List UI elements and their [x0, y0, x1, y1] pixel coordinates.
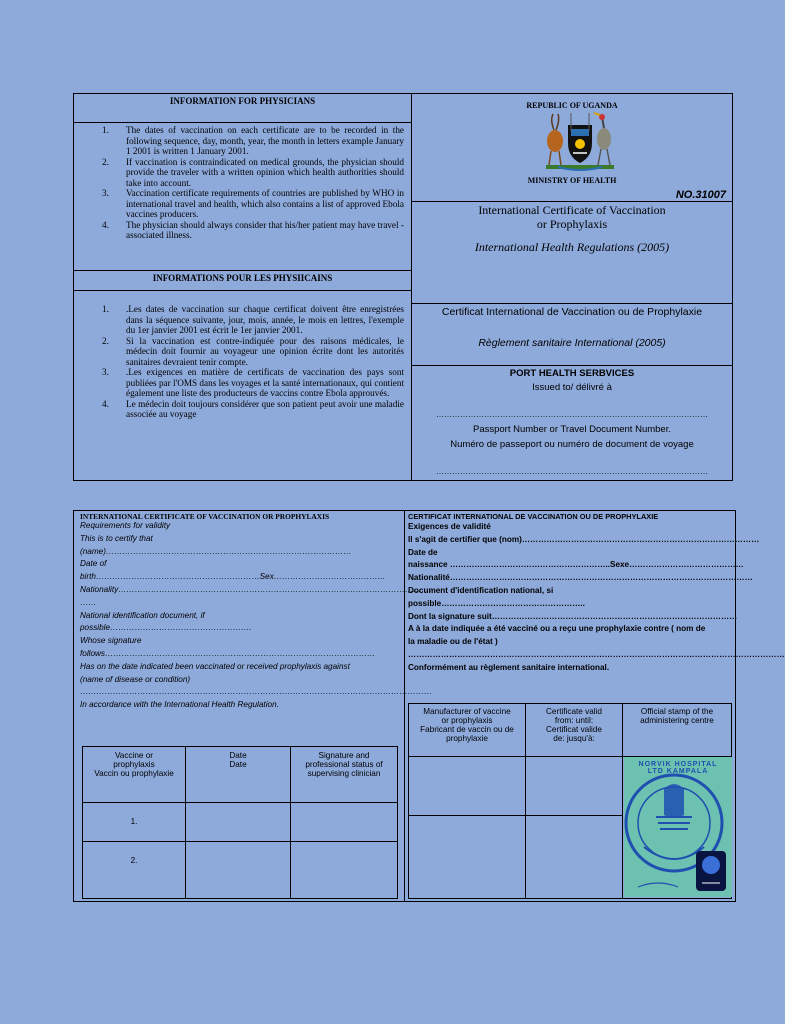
title-fr: Certificat International de Vaccination ou de Prophylaxie [441, 306, 703, 318]
table-header-stamp: Official stamp of the administering centre [622, 703, 732, 757]
table-cell [525, 815, 623, 899]
physicians-en-heading: INFORMATION FOR PHYSICIANS [169, 96, 316, 106]
list-item: 4. Le médecin doit toujours considérer que son patient peut avoir une maladie associée au voyage [102, 398, 404, 419]
form-line: Has on the date indicated been vaccinated or received prophylaxis against [80, 661, 350, 671]
list-item: 3. .Les exigences en matière de certificats de vaccination des pays sont publiées par l'OMS dans les voyages et la santé internationaux, qui contient également une liste des producteurs de vaccins contre Ebola approuvés. [102, 367, 404, 398]
list-item: 1. The dates of vaccination on each certificate are to be recorded in the following sequence, day, month, year, the month in letters example January 1 2001 is written 1 January 2001. [102, 125, 404, 156]
passport-fr-label: Numéro de passeport ou numéro de document de voyage [450, 439, 694, 450]
regs-fr: Règlement sanitaire International (2005) [478, 337, 666, 349]
form-line: ………………………………………………………………………………………………………………………… [408, 649, 785, 659]
service-label: PORT HEALTH SERBVICES [509, 368, 635, 379]
form-line: Date of [80, 559, 107, 569]
form-line: possible……………………………………………. [80, 623, 252, 633]
table-header-manufacturer: Manufacturer of vaccine or prophylaxis Fabricant de vaccin ou de prophylaxie [408, 703, 526, 757]
form-line: naissance …………………………………………………..Sexe…………………………………… [408, 560, 744, 570]
list-item: 2. Si la vaccination est contre-indiquée pour des raisons médicales, le médecin doit fournir au voyageur une opinion écrite dont les autorités sanitaires devraient tenir compte. [102, 335, 404, 367]
form-line: This is to certify that [80, 533, 153, 543]
official-stamp-icon [624, 757, 732, 897]
table-cell [185, 802, 291, 842]
table-cell [408, 815, 526, 899]
table-header-date: Date Date [185, 746, 291, 803]
title-en-line2: or Prophylaxis [536, 217, 608, 231]
passport-dots-line: ………………………………………………………………………………………… [436, 467, 708, 476]
divider [74, 290, 411, 291]
form-line: Conformément au règlement sanitaire international. [408, 662, 610, 672]
republic-label: REPUBLIC OF UGANDA [526, 101, 618, 110]
form-line: Date de [408, 547, 438, 557]
divider [412, 201, 732, 202]
table-cell [290, 802, 398, 842]
table-row: 2. [82, 841, 186, 899]
passport-en-label: Passport Number or Travel Document Number. [473, 424, 671, 435]
name-dots-line: ………………………………………………………………………………………… [436, 410, 708, 419]
form-line: Il s'agit de certifier que (nom)…………………………………………………………………………… [408, 534, 760, 544]
certificate-cover-panel [411, 93, 733, 481]
form-line: …… [80, 597, 97, 607]
form-line: possible…………………………………………….. [408, 598, 585, 608]
english-form-title: INTERNATIONAL CERTIFICATE OF VACCINATION OR PROPHYLAXIS [80, 512, 330, 521]
form-line: Exigences de validité [408, 522, 491, 531]
coat-of-arms-icon [540, 111, 620, 173]
form-line: Requirements for validity [80, 521, 171, 530]
divider [412, 365, 732, 366]
list-item: 3. Vaccination certificate requirements of countries are published by WHO in international travel and health, which also contains a list of approved Ebola vaccines producers. [102, 188, 404, 219]
table-cell [525, 756, 623, 816]
physicians-info-panel [73, 93, 412, 481]
table-header-signature: Signature and professional status of supervising clinician [290, 746, 398, 803]
stamp-text: NORVIK HOSPITAL LTD KAMPALA [638, 761, 718, 775]
physicians-fr-list [74, 304, 404, 420]
regs-en: International Health Regulations (2005) [474, 240, 670, 254]
form-line: Whose signature [80, 636, 142, 646]
table-cell [290, 841, 398, 899]
list-item: 1. .Les dates de vaccination sur chaque certificat doivent être enregistrées dans la séquence suivante, jour, mois, année, le mois en lettres, l'exemple du 1er janvier 2001 est écrit le 1er janvier 2001. [102, 304, 404, 335]
form-line: (name)……………………………………………………………………………… [80, 546, 352, 556]
table-header-validity: Certificate valid from: until: Certificat valide de: jusqu'à: [525, 703, 623, 757]
issued-to-label: Issued to/ délivré à [532, 382, 612, 393]
list-item: 4. The physician should always consider that his/her patient may have travel -associated illness. [102, 219, 404, 240]
table-row: 1. [82, 802, 186, 842]
form-line: National identification document, if [80, 610, 205, 620]
certificate-number: NO.31007 [675, 189, 726, 201]
french-form-title: CERTIFICAT INTERNATIONAL DE VACCINATION OU DE PROPHYLAXIE [408, 512, 659, 521]
divider [74, 122, 411, 123]
form-line: In accordance with the International Health Regulation. [80, 700, 279, 710]
french-form-panel [404, 510, 785, 902]
ministry-label: MINISTRY OF HEALTH [527, 176, 617, 185]
form-line: A à la date indiquée a été vacciné ou a reçu une prophylaxie contre ( nom de [408, 624, 706, 634]
table-cell [408, 756, 526, 816]
list-item: 2. If vaccination is contraindicated on medical grounds, the physician should provide the traveler with a written opinion which health authorities should take into account. [102, 156, 404, 188]
french-form-body [408, 521, 785, 675]
physicians-fr-heading: INFORMATIONS POUR LES PHYSIICAINS [152, 273, 333, 283]
divider [74, 270, 411, 271]
form-line: ………………………………………………………………………………………………………………… [80, 687, 433, 697]
form-line: follows……………………………………………………………………………………… [80, 648, 376, 658]
form-line: Document d'identification national, si [408, 585, 554, 595]
divider [412, 303, 732, 304]
table-cell [185, 841, 291, 899]
form-line: Nationality……………………………………………………………………………………………………. [80, 584, 432, 594]
form-line: Nationalité………………………………………………………………………………………………… [408, 573, 753, 583]
form-line: la maladie ou de l'état ) [408, 637, 498, 647]
table-header-vaccine: Vaccine or prophylaxis Vaccin ou prophylaxie [82, 746, 186, 803]
form-line: Dont la signature suit……………………………………………………………………………… [408, 611, 738, 621]
form-line: birth……………………………………………………Sex………………………………….. [80, 572, 385, 582]
physicians-en-list [74, 125, 404, 241]
form-line: (name of disease or condition) [80, 674, 191, 684]
title-en-line1: International Certificate of Vaccination [478, 203, 666, 217]
